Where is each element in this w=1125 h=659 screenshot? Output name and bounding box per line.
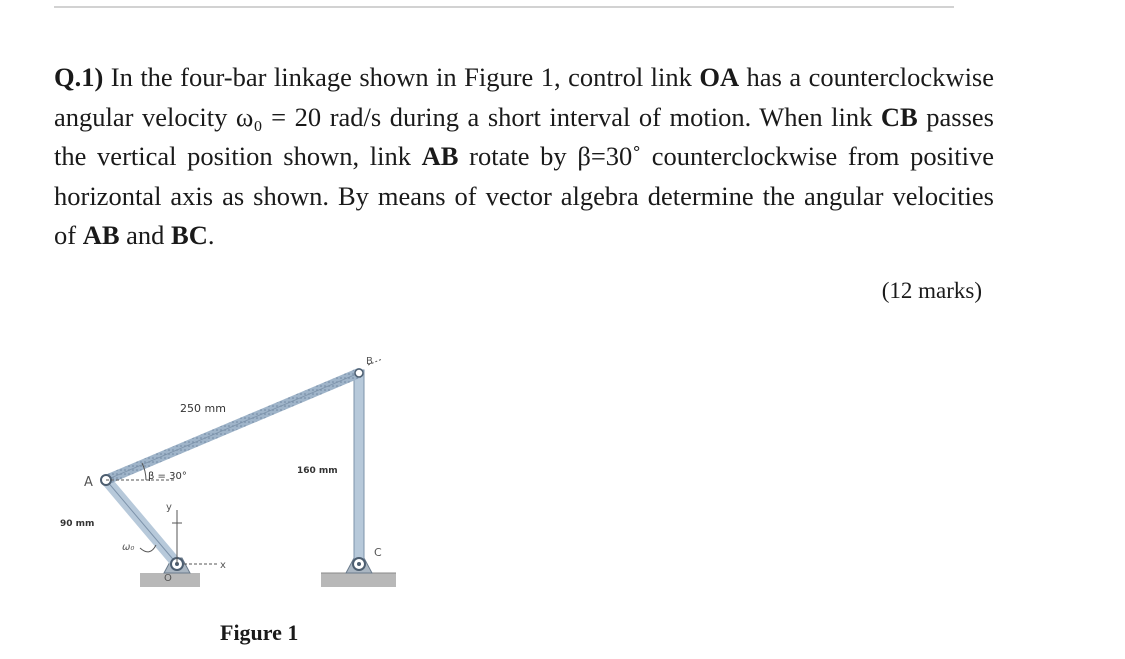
four-bar-linkage-figure bbox=[56, 345, 436, 605]
omega-label: ω₀ bbox=[122, 542, 135, 553]
figure-caption: Figure 1 bbox=[220, 620, 299, 645]
dim-bc: 160 mm bbox=[297, 466, 338, 476]
label-c: C bbox=[374, 546, 382, 559]
omega-arrow bbox=[140, 545, 156, 552]
label-o: O bbox=[164, 573, 172, 584]
marks-label: (12 marks) bbox=[881, 278, 982, 303]
label-y: y bbox=[166, 502, 172, 513]
label-x: x bbox=[220, 560, 226, 571]
question-number: Q.1) bbox=[54, 62, 104, 92]
link-cb bbox=[354, 370, 364, 565]
label-b: B bbox=[366, 356, 373, 367]
label-a: A bbox=[84, 475, 93, 490]
ground-c bbox=[321, 573, 396, 587]
dim-oa: 90 mm bbox=[60, 519, 95, 529]
question-text: Q.1) In the four-bar linkage shown in Figure 1, control link OA has a counterclockwise angular velocity ω₀ = 20 rad/s during a short interval of motion. When link CB passes the vertical position shown, link AB rotate by β=30˚ counterclockwise from positive horizontal axis as shown. By means of vector algebra determine the angular velocities of AB and BC. bbox=[54, 62, 995, 250]
pin-b bbox=[355, 369, 363, 377]
top-rule bbox=[54, 6, 954, 8]
angle-label: β = 30° bbox=[148, 471, 187, 482]
dim-ab: 250 mm bbox=[180, 402, 226, 415]
